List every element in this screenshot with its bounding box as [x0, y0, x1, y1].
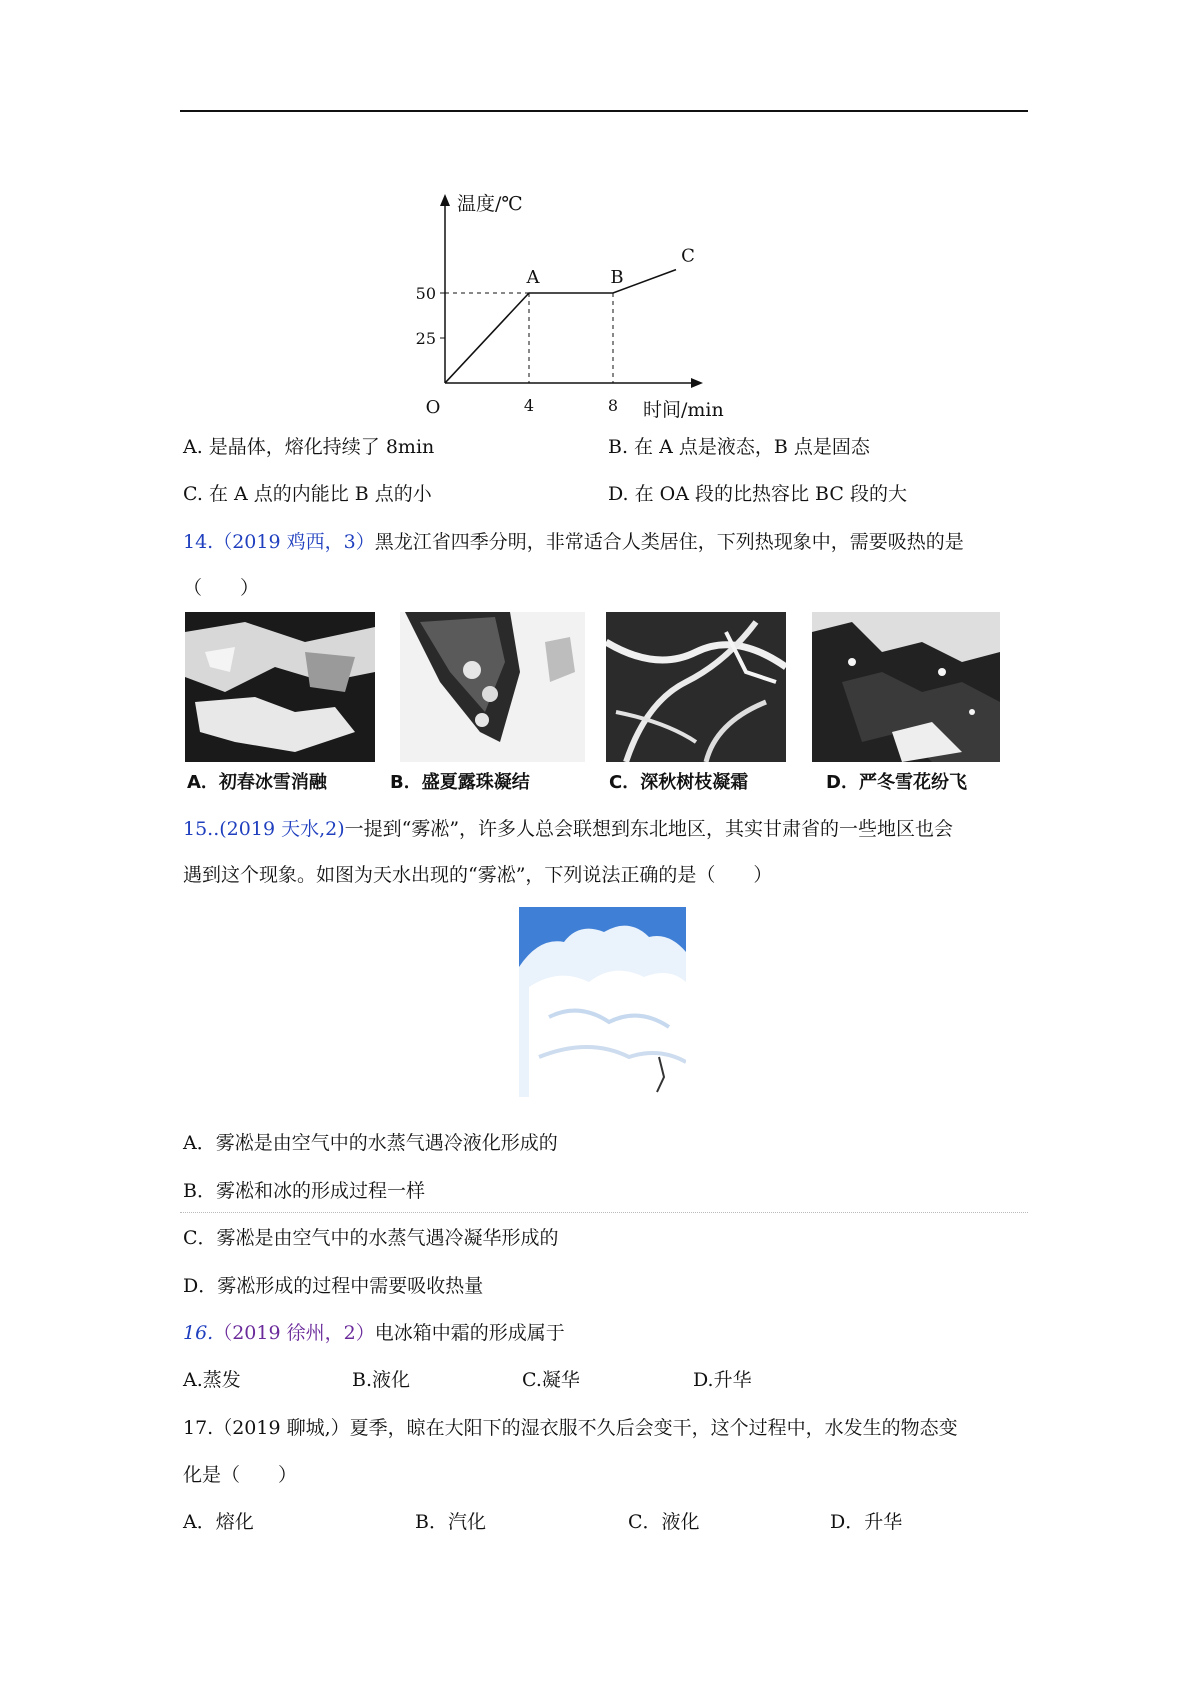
temperature-time-chart: [395, 188, 735, 418]
q17-option-a: A．熔化: [183, 1511, 254, 1533]
y-axis-arrow: [440, 194, 450, 206]
q17-stem-line2: 化是（ ）: [183, 1464, 298, 1486]
x-axis-arrow: [691, 378, 703, 388]
q14-stem: [183, 527, 964, 554]
q14-caption-c: C．深秋树枝凝霜: [609, 772, 749, 793]
q15-number: 15..: [183, 818, 220, 840]
q14-answer-paren: （ ）: [183, 577, 260, 599]
q16-option-d: D.升华: [693, 1369, 752, 1391]
q16-source: （2019 徐州，2）: [213, 1322, 375, 1344]
q17-stem-line1: 17.（2019 聊城,）夏季，晾在大阳下的湿衣服不久后会变干，这个过程中，水发生的物态变: [183, 1417, 958, 1439]
q16-number: 16.: [183, 1322, 214, 1344]
point-label-a: A: [526, 267, 540, 288]
header-rule: [180, 110, 1028, 112]
q15-stem-line1: [183, 814, 953, 841]
q14-caption-a: A．初春冰雪消融: [187, 772, 327, 793]
photo-frost-branches: [606, 612, 786, 762]
q16-option-a: A.蒸发: [183, 1369, 241, 1391]
q13-option-c: C. 在 A 点的内能比 B 点的小: [183, 483, 432, 505]
q14-caption-b: B．盛夏露珠凝结: [390, 772, 530, 793]
q16-stem: [183, 1318, 565, 1345]
q13-option-b: B. 在 A 点是液态，B 点是固态: [608, 436, 870, 458]
q17-option-d: D．升华: [830, 1511, 903, 1533]
point-label-c: C: [681, 245, 695, 267]
y-axis-label: 温度/℃: [457, 193, 523, 215]
q13-option-a: A. 是晶体，熔化持续了 8min: [183, 436, 435, 458]
q14-text: 黑龙江省四季分明，非常适合人类居住，下列热现象中，需要吸热的是: [374, 531, 964, 553]
q16-option-b: B.液化: [352, 1369, 411, 1391]
q15-option-a: A．雾凇是由空气中的水蒸气遇冷液化形成的: [183, 1132, 558, 1154]
q17-option-c: C．液化: [628, 1511, 700, 1533]
rime-tree-photo: [519, 907, 686, 1097]
dotted-divider: [180, 1212, 1028, 1213]
x-tick-label: 8: [607, 396, 619, 415]
photo-melting-ice: [185, 612, 375, 762]
q16-text: 电冰箱中霜的形成属于: [374, 1322, 565, 1344]
q14-number: 14.: [183, 531, 214, 553]
q15-option-c: C．雾凇是由空气中的水蒸气遇冷凝华形成的: [183, 1227, 559, 1249]
q14-caption-d: D．严冬雪花纷飞: [826, 772, 967, 793]
y-tick-label: 50: [415, 284, 436, 303]
x-tick-label: 4: [523, 396, 535, 415]
photo-dew-drops: [400, 612, 585, 762]
x-axis-label: 时间/min: [643, 399, 724, 418]
q15-source: (2019 天水,2): [219, 818, 345, 840]
q17-option-b: B．汽化: [415, 1511, 486, 1533]
point-label-b: B: [610, 267, 624, 288]
q15-stem-line2: 遇到这个现象。如图为天水出现的“雾凇”，下列说法正确的是（ ）: [183, 864, 773, 886]
q15-text-1: 一提到“雾凇”，许多人总会联想到东北地区，其实甘肃省的一些地区也会: [344, 818, 954, 840]
photo-snowflakes: [812, 612, 1000, 762]
q14-source: （2019 鸡西，3）: [213, 531, 375, 553]
q15-option-d: D．雾凇形成的过程中需要吸收热量: [183, 1275, 484, 1297]
origin-label: O: [425, 397, 441, 418]
y-tick-label: 25: [415, 329, 436, 348]
q15-option-b: B．雾凇和冰的形成过程一样: [183, 1180, 425, 1202]
series-line: [445, 270, 676, 383]
q13-option-d: D. 在 OA 段的比热容比 BC 段的大: [608, 483, 907, 505]
q16-option-c: C.凝华: [522, 1369, 580, 1391]
